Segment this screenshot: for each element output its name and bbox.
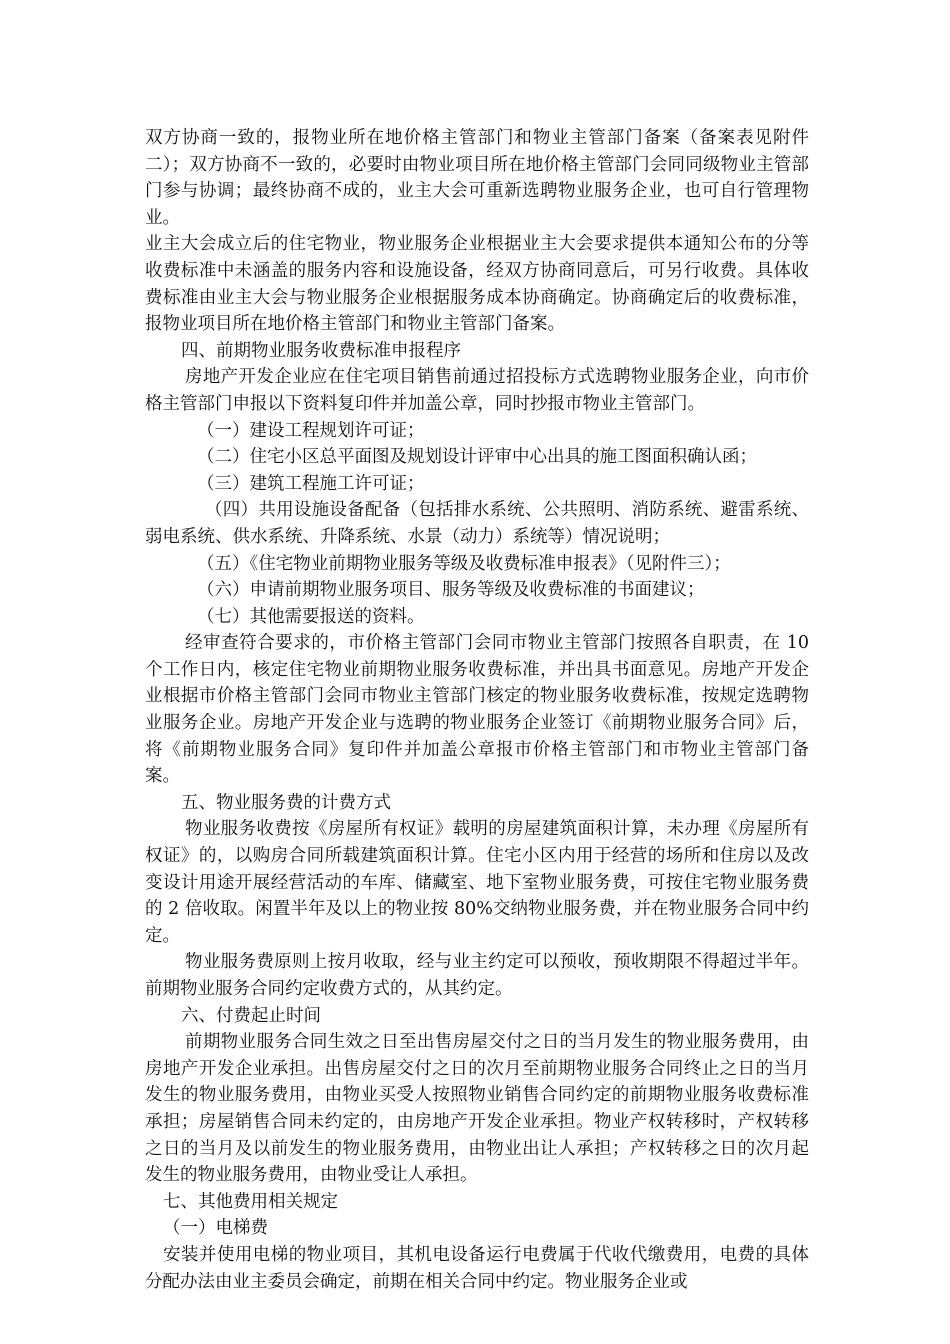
paragraph-owners-assembly: 业主大会成立后的住宅物业，物业服务企业根据业主大会要求提供本通知公布的分等收费标准中未涵盖的服务内容和设施设备，经双方协商同意后，可另行收费。具体收费标准由业主大会与物业服务企业根据服务成本协商确定。协商确定后的收费标准，报物业项目所在地价格主管部门和物业主管部门备案。 xyxy=(145,234,809,335)
heading-section-4: 四、前期物业服务收费标准申报程序 xyxy=(181,340,461,361)
list-item-2: （二）住宅小区总平面图及规划设计评审中心出具的施工图面积确认函； xyxy=(197,447,757,468)
list-item-7: （七）其他需要报送的资料。 xyxy=(197,606,425,627)
heading-section-7: 七、其他费用相关规定 xyxy=(163,1191,338,1212)
paragraph-payment-period: 前期物业服务合同生效之日至出售房屋交付之日的当月发生的物业服务费用，由房地产开发企业承担。出售房屋交付之日的次月至前期物业服务合同终止之日的当月发生的物业服务费用，由物业买受人按照物业销售合同约定的前期物业服务收费标准承担；房屋销售合同未约定的，由房地产开发企业承担。物业产权转移时，产权转移之日的当月及以前发生的物业服务费用，由物业出让人承担；产权转移之日的次月起发生的物业服务费用，由物业受让人承担。 xyxy=(145,1032,809,1186)
paragraph-elevator-fee: 安装并使用电梯的物业项目，其机电设备运行电费属于代收代缴费用，电费的具体分配办法由业主委员会确定，前期在相关合同中约定。物业服务企业或 xyxy=(145,1244,809,1292)
list-item-3: （三）建筑工程施工许可证； xyxy=(197,473,425,494)
paragraph-fee-calculation: 物业服务收费按《房屋所有权证》载明的房屋建筑面积计算，未办理《房屋所有权证》的，以购房合同所载建筑面积计算。住宅小区内用于经营的场所和住房以及改变设计用途开展经营活动的车库、储藏室、地下室物业服务费，可按住宅物业服务费的 2 倍收取。闲置半年及以上的物业按 80%交纳物业服务费，并在物业服务合同中约定。 xyxy=(145,819,809,946)
list-item-6: （六）申请前期物业服务项目、服务等级及收费标准的书面建议； xyxy=(197,580,705,601)
heading-section-6: 六、付费起止时间 xyxy=(181,1005,321,1026)
subheading-elevator-fee: （一）电梯费 xyxy=(163,1218,268,1239)
list-item-1: （一）建设工程规划许可证； xyxy=(197,420,425,441)
document-page xyxy=(145,125,809,1295)
paragraph-developer-application: 房地产开发企业应在住宅项目销售前通过招投标方式选聘物业服务企业，向市价格主管部门申报以下资料复印件并加盖公章，同时抄报市物业主管部门。 xyxy=(145,367,809,414)
paragraph-monthly-collection: 物业服务费原则上按月收取，经与业主约定可以预收，预收期限不得超过半年。前期物业服务合同约定收费方式的，从其约定。 xyxy=(145,952,809,999)
list-item-4: （四）共用设施设备配备（包括排水系统、公共照明、消防系统、避雷系统、弱电系统、供水系统、升降系统、水景（动力）系统等）情况说明； xyxy=(145,500,809,547)
list-item-5: （五）《住宅物业前期物业服务等级及收费标准申报表》（见附件三）； xyxy=(197,553,731,574)
paragraph-review-approval: 经审查符合要求的，市价格主管部门会同市物业主管部门按照各自职责，在 10 个工作日内，核定住宅物业前期物业服务收费标准，并出具书面意见。房地产开发企业根据市价格主管部门会同市物业主管部门核定的物业服务收费标准，按规定选聘物业服务企业。房地产开发企业与选聘的物业服务企业签订《前期物业服务合同》后，将《前期物业服务合同》复印件并加盖公章报市价格主管部门和市物业主管部门备案。 xyxy=(145,633,809,787)
paragraph-filing-agreement: 双方协商一致的，报物业所在地价格主管部门和物业主管部门备案（备案表见附件二）；双方协商不一致的，必要时由物业项目所在地价格主管部门会同同级物业主管部门参与协调；最终协商不成的，业主大会可重新选聘物业服务企业，也可自行管理物业。 xyxy=(145,128,809,228)
heading-section-5: 五、物业服务费的计费方式 xyxy=(181,792,391,813)
